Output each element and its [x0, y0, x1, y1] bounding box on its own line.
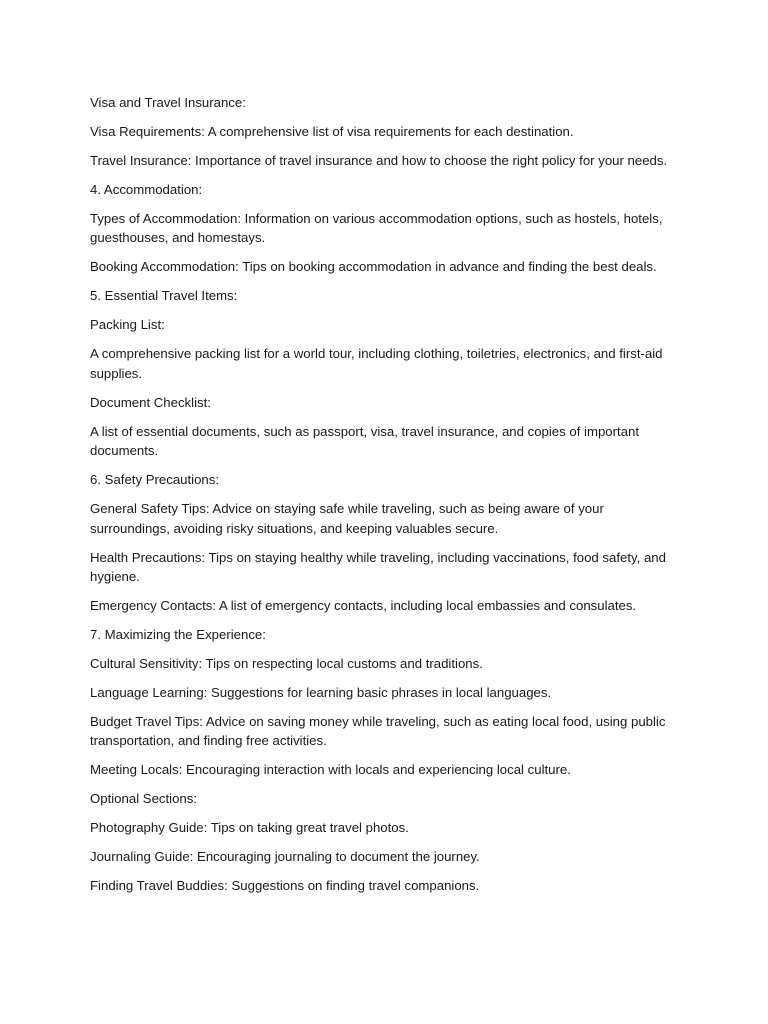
paragraph-travel-insurance: Travel Insurance: Importance of travel insurance and how to choose the right policy for your needs.	[90, 153, 668, 168]
section-heading-optional: Optional Sections:	[90, 791, 198, 807]
paragraph-journaling-guide: Journaling Guide: Encouraging journaling to document the journey.	[90, 849, 480, 865]
paragraph-booking-accommodation: Booking Accommodation: Tips on booking accommodation in advance and finding the best deals.	[90, 259, 657, 275]
paragraph-cultural-sensitivity: Cultural Sensitivity: Tips on respecting local customs and traditions.	[90, 656, 483, 672]
section-heading-visa-insurance: Visa and Travel Insurance:	[90, 95, 246, 110]
paragraph-general-safety: General Safety Tips: Advice on staying safe while traveling, such as being aware of your surroundings, avoiding risky situations, and keeping valuables secure.	[90, 501, 604, 536]
section-heading-essential-items: 5. Essential Travel Items:	[90, 288, 238, 304]
document-body	[90, 93, 670, 905]
subheading-document-checklist: Document Checklist:	[90, 394, 211, 410]
paragraph-document-checklist: A list of essential documents, such as passport, visa, travel insurance, and copies of important documents.	[90, 423, 640, 459]
paragraph-photography-guide: Photography Guide: Tips on taking great travel photos.	[90, 820, 409, 836]
section-heading-maximizing: 7. Maximizing the Experience:	[90, 627, 266, 643]
paragraph-language-learning: Language Learning: Suggestions for learning basic phrases in local languages.	[90, 685, 552, 701]
paragraph-visa-requirements: Visa Requirements: A comprehensive list of visa requirements for each destination.	[90, 124, 574, 139]
paragraph-budget-travel: Budget Travel Tips: Advice on saving money while traveling, such as eating local food, using public transportation, and finding free activities.	[90, 714, 666, 749]
paragraph-emergency-contacts: Emergency Contacts: A list of emergency contacts, including local embassies and consulates.	[90, 598, 637, 614]
paragraph-health-precautions: Health Precautions: Tips on staying healthy while traveling, including vaccinations, food safety, and hygiene.	[90, 549, 666, 585]
paragraph-packing-list: A comprehensive packing list for a world tour, including clothing, toiletries, electronics, and first-aid supplies.	[90, 346, 663, 381]
paragraph-types-of-accommodation: Types of Accommodation: Information on various accommodation options, such as hostels, hotels, guesthouses, and homestays.	[90, 211, 663, 246]
subheading-packing-list: Packing List:	[90, 317, 165, 333]
section-heading-accommodation: 4. Accommodation:	[90, 182, 203, 197]
paragraph-meeting-locals: Meeting Locals: Encouraging interaction with locals and experiencing local culture.	[90, 762, 571, 778]
paragraph-travel-buddies: Finding Travel Buddies: Suggestions on finding travel companions.	[90, 878, 480, 894]
section-heading-safety: 6. Safety Precautions:	[90, 472, 220, 488]
